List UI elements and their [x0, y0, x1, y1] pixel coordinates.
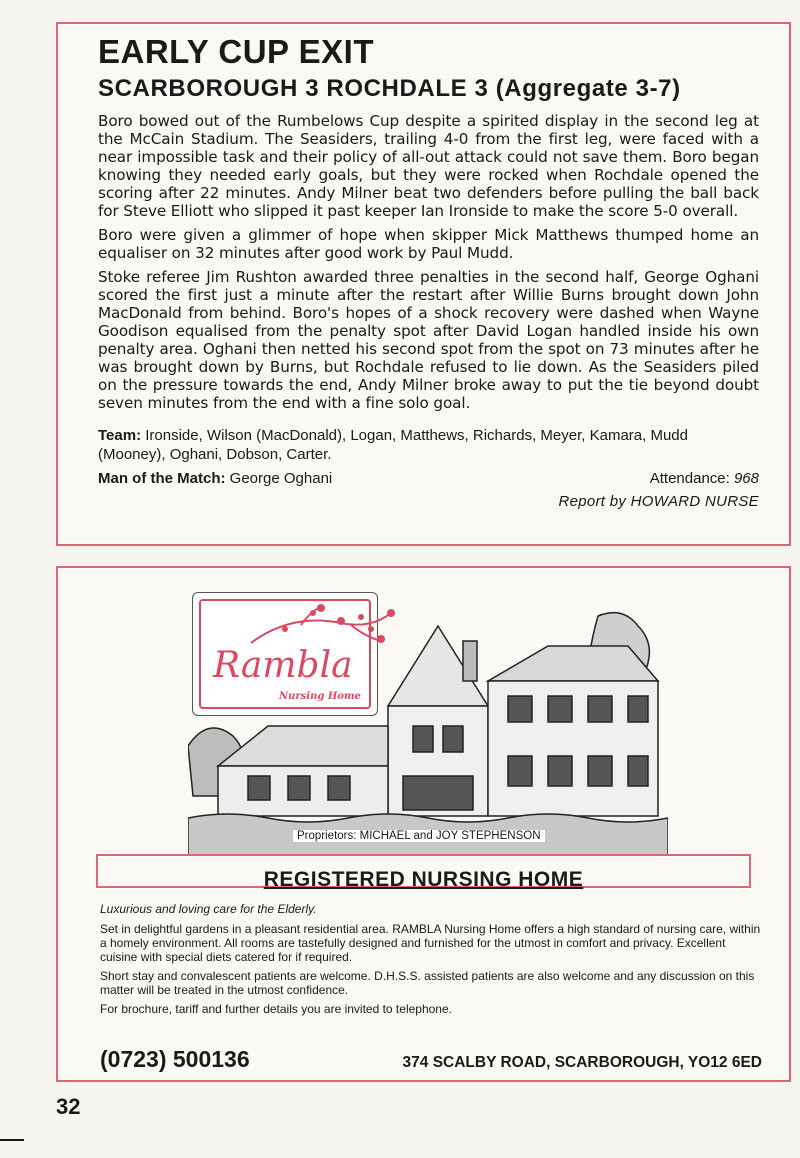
mom-value: George Oghani [229, 470, 333, 487]
report-byline [98, 493, 759, 510]
nursing-home-advert [56, 566, 791, 1082]
registered-title: REGISTERED NURSING HOME [263, 868, 584, 891]
proprietors-caption: Proprietors: MICHAEL and JOY STEPHENSON [293, 830, 545, 842]
attendance [650, 470, 759, 487]
ad-paragraph-3: For brochure, tariff and further details you are invited to telephone. [100, 1002, 452, 1016]
match-score-subhead: SCARBOROUGH 3 ROCHDALE 3 (Aggregate 3-7) [98, 75, 681, 102]
rambla-logo [192, 592, 378, 716]
ad-paragraph-1: Set in delightful gardens in a pleasant residential area. RAMBLA Nursing Home offers a high standard of nursing care, within a homely environment. All rooms are tastefully designed and furnished for the utmost in comfort and privacy. Excellent cuisine with special diets catered for if required. [100, 922, 761, 964]
mom-label: Man of the Match: [98, 470, 226, 487]
logo-subtitle: Nursing Home [279, 691, 361, 702]
attendance-value: 968 [733, 470, 759, 487]
blossom-branch-icon [241, 603, 409, 649]
attendance-label: Attendance: [649, 470, 730, 487]
ad-footer [100, 1046, 762, 1073]
ad-copy [100, 902, 766, 1021]
phone-number: (0723) 500136 [100, 1046, 250, 1072]
team-label: Team: [98, 427, 142, 444]
page-number: 32 [56, 1094, 81, 1119]
match-info-row [98, 470, 759, 487]
report-by-name: HOWARD NURSE [630, 493, 759, 510]
house-illustration [188, 586, 668, 856]
ad-tagline: Luxurious and loving care for the Elderly. [100, 902, 317, 916]
man-of-the-match [98, 470, 332, 487]
team-value: Ironside, Wilson (MacDonald), Logan, Matthews, Richards, Meyer, Kamara, Mudd (Mooney), Oghani, Dobson, Carter. [98, 427, 688, 463]
team-lineup [98, 426, 759, 464]
report-paragraph-2: Boro were given a glimmer of hope when skipper Mick Matthews thumped home an equaliser on 32 minutes after good work by Paul Mudd. [98, 226, 759, 262]
logo-frame [199, 599, 371, 709]
report-paragraph-3: Stoke referee Jim Rushton awarded three penalties in the second half, George Oghani scored the first just a minute after the restart after Willie Burns brought down John MacDonald from behind. Boro's hopes of a shock recovery were dashed when Wayne Goodison equalised from the penalty spot after David Logan handled inside his own penalty area. Oghani then netted his second spot from the spot on 73 minutes after he was brought down by Burns, but Rochdale refused to lie down. As the Seasiders piled on the pressure towards the end, Andy Milner broke away to put the tie beyond doubt seven minutes from the end with a fine solo goal. [98, 268, 759, 412]
address: 374 SCALBY ROAD, SCARBOROUGH, YO12 6ED [402, 1054, 762, 1071]
registered-banner [96, 854, 751, 891]
match-report-box [56, 22, 791, 546]
report-by-label: Report by [558, 493, 627, 510]
report-paragraph-1: Boro bowed out of the Rumbelows Cup despite a spirited display in the second leg at the McCain Stadium. The Seasiders, trailing 4-0 from the first leg, were faced with a near impossible task and their policy of all-out attack could not save them. Boro began knowing they needed early goals, but they were rocked when Rochdale opened the scoring after 22 minutes. Andy Milner beat two defenders before pulling the ball back for Steve Elliott who slipped it past keeper Ian Ironside to make the score 5-0 overall. [98, 112, 759, 220]
logo-name: Rambla [213, 645, 353, 686]
page-corner-rule [0, 1139, 24, 1141]
headline: EARLY CUP EXIT [98, 33, 374, 70]
ad-paragraph-2: Short stay and convalescent patients are welcome. D.H.S.S. assisted patients are also welcome and any discussion on this matter will be treated in the utmost confidence. [100, 969, 755, 997]
